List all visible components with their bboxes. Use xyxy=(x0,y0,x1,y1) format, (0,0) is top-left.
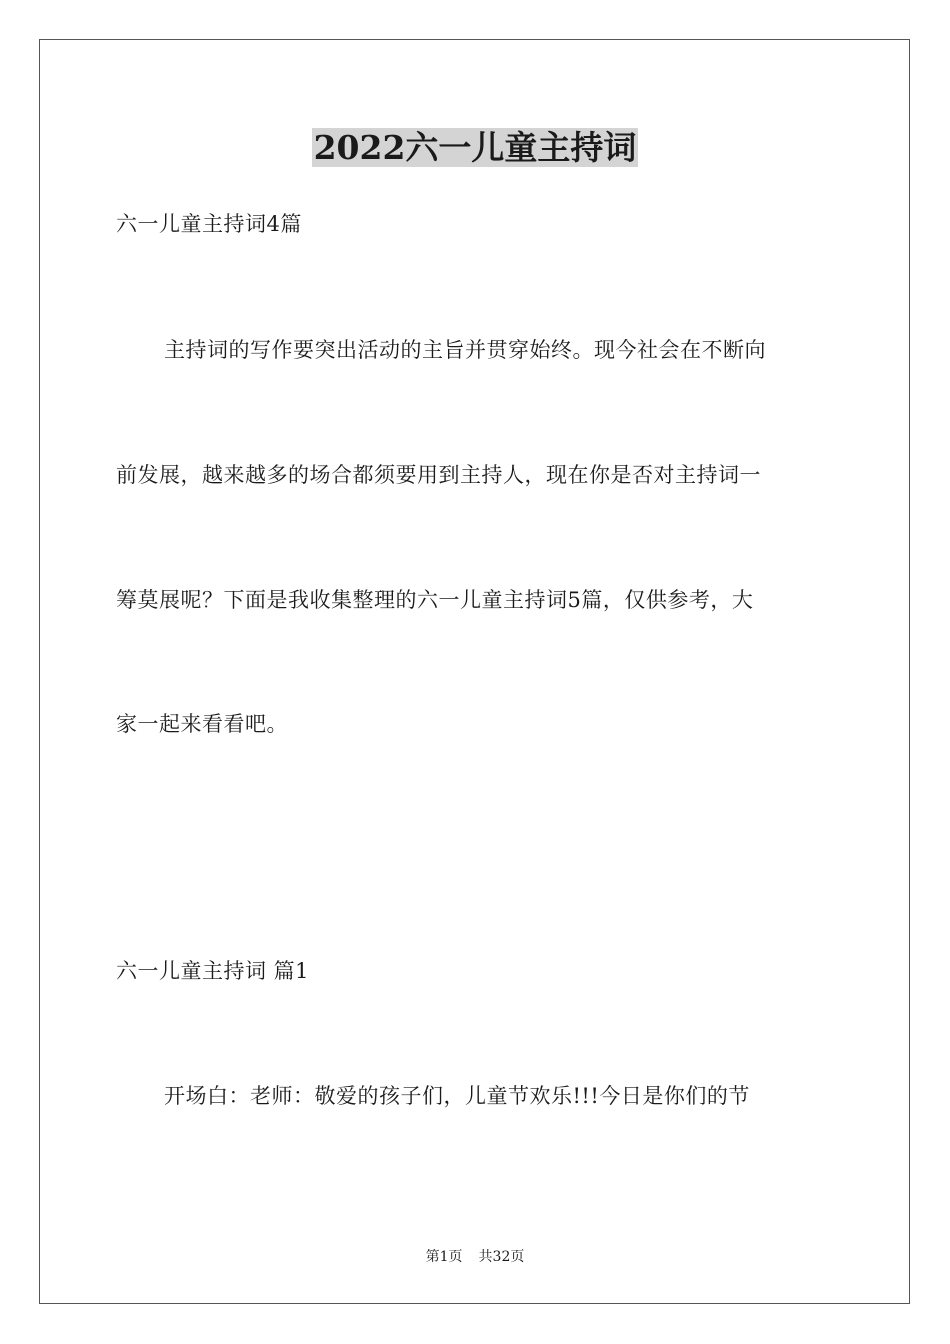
page-number: 第1页 xyxy=(425,1249,463,1265)
document-title-text: 2022六一儿童主持词 xyxy=(313,128,637,167)
page-footer xyxy=(0,1247,950,1267)
intro-line-1: 主持词的写作要突出活动的主旨并贯穿始终。现今社会在不断向 xyxy=(164,338,766,362)
intro-line-2: 前发展，越来越多的场合都须要用到主持人，现在你是否对主持词一 xyxy=(116,463,761,487)
section-heading: 六一儿童主持词 篇1 xyxy=(116,959,310,983)
document-title xyxy=(0,126,950,170)
document-subtitle: 六一儿童主持词4篇 xyxy=(116,212,302,236)
page-total: 共32页 xyxy=(478,1249,525,1265)
section-line-1: 开场白：老师：敬爱的孩子们，儿童节欢乐!!!今日是你们的节 xyxy=(164,1084,750,1108)
intro-line-4: 家一起来看看吧。 xyxy=(116,712,288,736)
intro-line-3: 筹莫展呢？下面是我收集整理的六一儿童主持词5篇，仅供参考，大 xyxy=(116,588,754,612)
